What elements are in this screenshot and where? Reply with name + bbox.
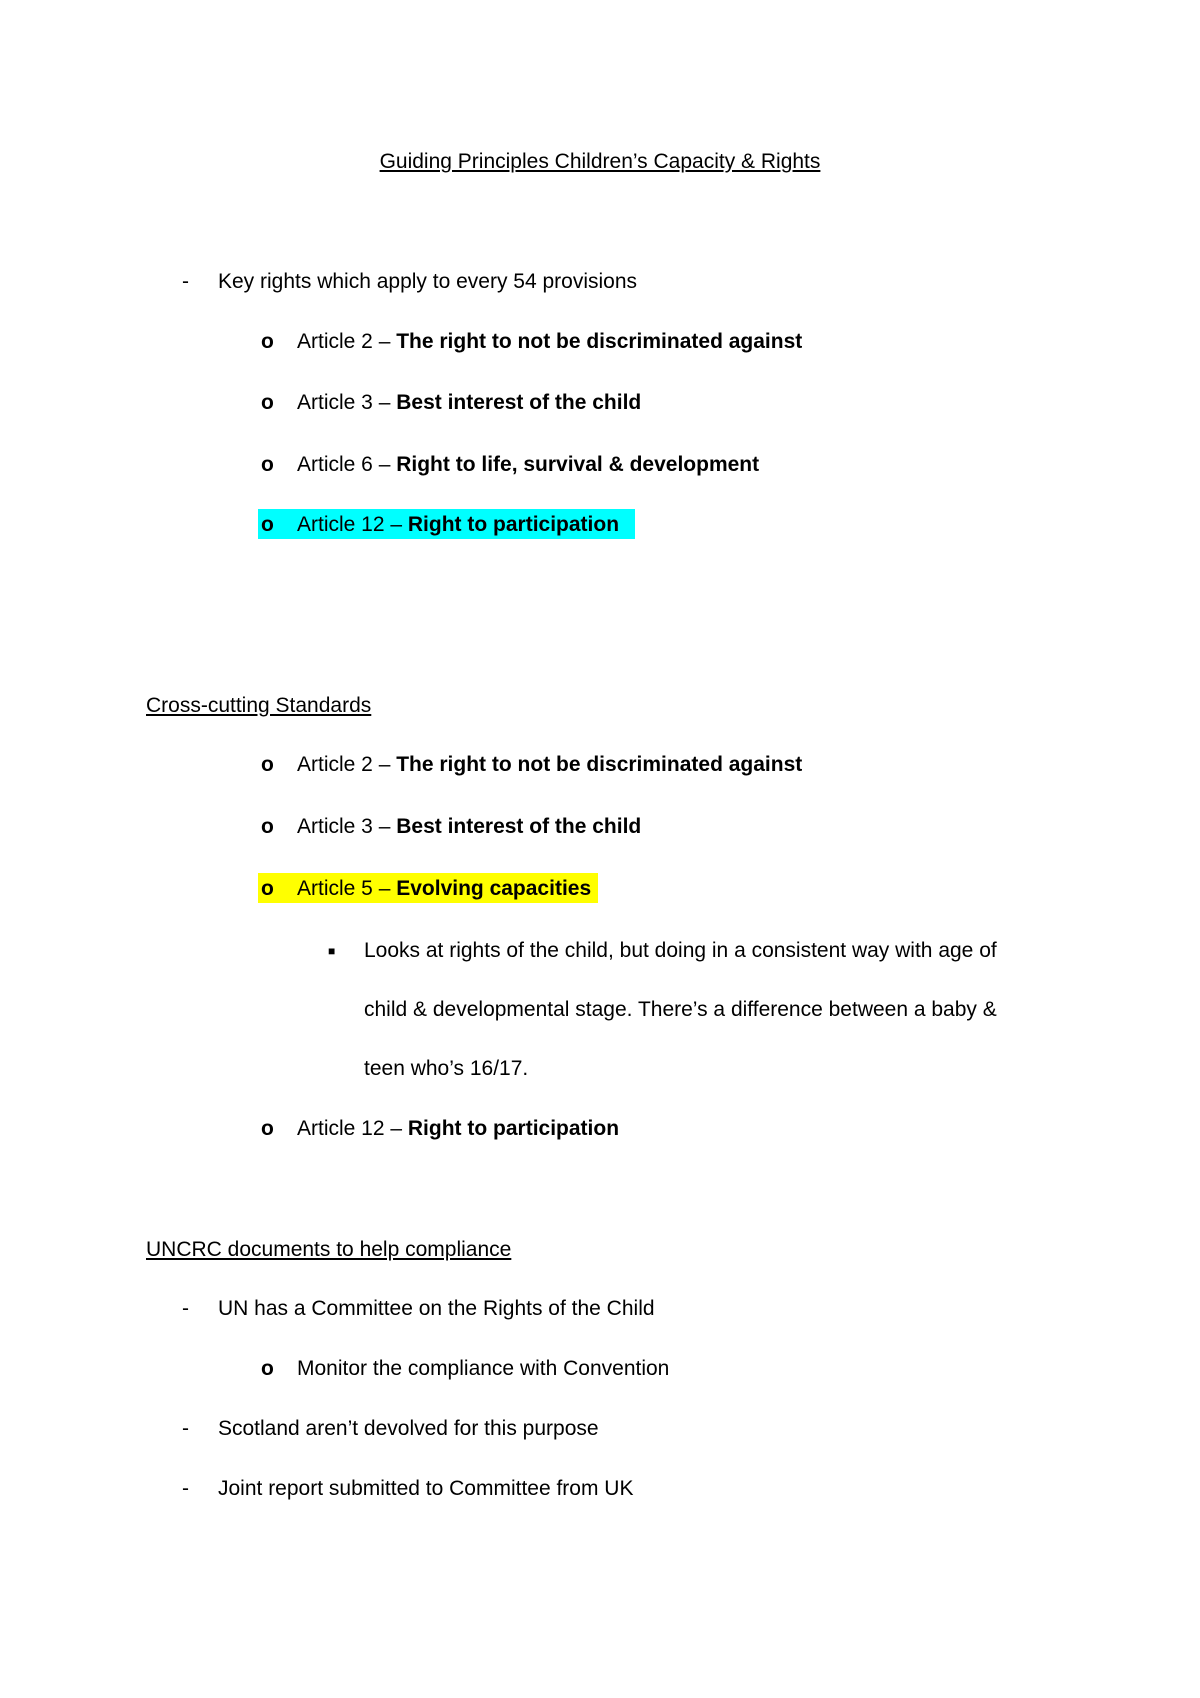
note-line: Looks at rights of the child, but doing in a consistent way with age of: [364, 939, 997, 962]
circle-bullet: o: [261, 513, 274, 536]
circle-bullet: o: [261, 815, 274, 838]
dash-bullet: -: [182, 1417, 189, 1440]
circle-bullet: o: [261, 877, 274, 900]
circle-bullet: o: [261, 391, 274, 414]
section-heading: Cross-cutting Standards: [146, 694, 372, 717]
list-item: Monitor the compliance with Convention: [297, 1357, 670, 1380]
list-item: Article 2 – The right to not be discriminated against: [297, 330, 803, 353]
dash-bullet: -: [182, 270, 189, 293]
square-bullet: ■: [328, 944, 336, 958]
list-item: Article 6 – Right to life, survival & development: [297, 453, 760, 476]
list-item: Joint report submitted to Committee from UK: [218, 1477, 634, 1500]
section-heading: UNCRC documents to help compliance: [146, 1238, 512, 1261]
page-title: Guiding Principles Children’s Capacity & Rights: [379, 150, 821, 173]
circle-bullet: o: [261, 753, 274, 776]
list-item: Article 12 – Right to participation: [297, 1117, 620, 1140]
list-item: Scotland aren’t devolved for this purpose: [218, 1417, 599, 1440]
list-item: UN has a Committee on the Rights of the Child: [218, 1297, 655, 1320]
note-line: teen who’s 16/17.: [364, 1057, 529, 1080]
dash-bullet: -: [182, 1297, 189, 1320]
list-item: Article 3 – Best interest of the child: [297, 391, 642, 414]
circle-bullet: o: [261, 453, 274, 476]
list-item: Article 5 – Evolving capacities: [297, 877, 592, 900]
key-rights-intro: Key rights which apply to every 54 provisions: [218, 270, 638, 293]
circle-bullet: o: [261, 1357, 274, 1380]
circle-bullet: o: [261, 1117, 274, 1140]
note-line: child & developmental stage. There’s a difference between a baby &: [364, 998, 997, 1021]
dash-bullet: -: [182, 1477, 189, 1500]
list-item: Article 12 – Right to participation: [297, 513, 620, 536]
list-item: Article 3 – Best interest of the child: [297, 815, 642, 838]
list-item: Article 2 – The right to not be discriminated against: [297, 753, 803, 776]
circle-bullet: o: [261, 330, 274, 353]
